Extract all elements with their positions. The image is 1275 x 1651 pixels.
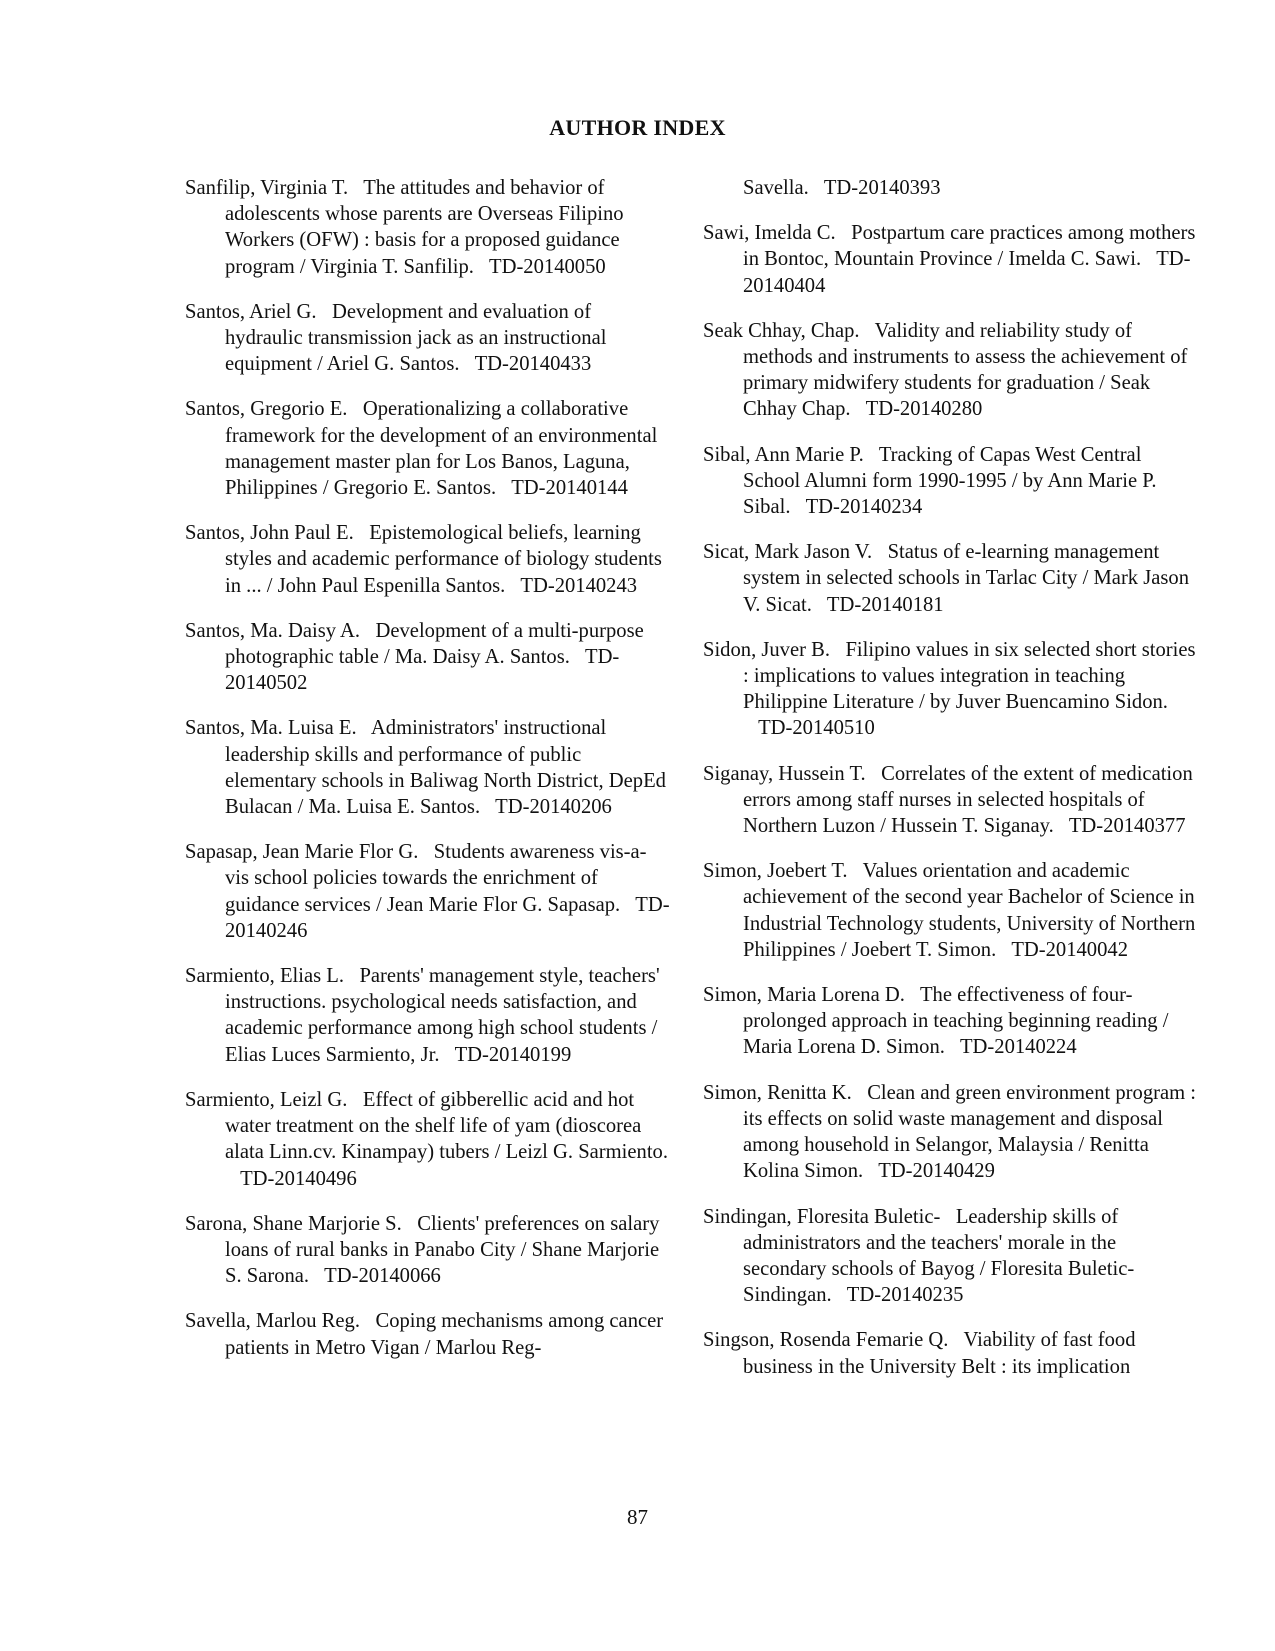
- entry-id: TD-20140234: [805, 496, 923, 519]
- entry-title: Effect of gibberellic acid and hot water treatment on the shelf life of yam (dioscorea alata Linn.cv. Kinampay) tubers / Leizl G. Sarmiento.: [225, 1088, 669, 1164]
- entry-title: Values orientation and academic achievement of the second year Bachelor of Science in Industrial Technology students, University of Northern Philippines / Joebert T. Simon.: [743, 860, 1196, 961]
- entry-title: Epistemological beliefs, learning styles and academic performance of biology students in ... / John Paul Espenilla Santos.: [225, 522, 662, 597]
- entry-id: TD-20140433: [474, 353, 592, 376]
- entry-id: TD-20140502: [225, 646, 620, 695]
- index-entry: [703, 318, 1203, 423]
- entry-id: TD-20140144: [511, 477, 628, 500]
- entry-author: Sidon, Juver B.: [703, 638, 831, 661]
- entry-id: TD-20140377: [1068, 815, 1186, 838]
- index-entry: [185, 175, 670, 280]
- entry-author: Santos, Ma. Luisa E.: [185, 717, 357, 740]
- entry-author: Santos, John Paul E.: [185, 522, 354, 545]
- page-number: 87: [627, 1505, 648, 1529]
- entry-id: TD-20140235: [846, 1284, 964, 1307]
- entry-title: Coping mechanisms among cancer patients in Metro Vigan / Marlou Reg-: [225, 1310, 664, 1359]
- entry-author: Seak Chhay, Chap.: [703, 319, 860, 342]
- entry-author: Sarona, Shane Marjorie S.: [185, 1212, 402, 1235]
- entry-title: Filipino values in six selected short stories : implications to values integration in teaching Philippine Literature / by Juver Buencamino Sidon.: [743, 638, 1196, 714]
- entry-title: Postpartum care practices among mothers in Bontoc, Mountain Province / Imelda C. Sawi.: [743, 222, 1196, 271]
- entry-id: TD-20140224: [959, 1036, 1077, 1059]
- index-entry: [703, 1080, 1203, 1185]
- entry-author: Sanfilip, Virginia T.: [185, 177, 349, 199]
- entry-title: Clean and green environment program : its effects on solid waste management and disposal among household in Selangor, Malaysia / Renitta Kolina Simon.: [743, 1081, 1197, 1183]
- entry-author: Singson, Rosenda Femarie Q.: [703, 1329, 949, 1352]
- entry-title: Correlates of the extent of medication errors among staff nurses in selected hospitals of Northern Luzon / Hussein T. Siganay.: [743, 762, 1193, 838]
- entry-author: Sarmiento, Leizl G.: [185, 1088, 348, 1111]
- entry-author: Simon, Renitta K.: [703, 1081, 852, 1104]
- index-entry: [703, 637, 1203, 742]
- entry-title: The attitudes and behavior of adolescents whose parents are Overseas Filipino Workers (OFW) : basis for a proposed guidance program / Virginia T. Sanfilip.: [225, 177, 624, 278]
- entry-author: Santos, Gregorio E.: [185, 398, 348, 421]
- index-entry: [185, 1087, 670, 1192]
- index-entry-continuation: [703, 175, 1203, 201]
- entry-title: Leadership skills of administrators and the teachers' morale in the secondary schools of Bayog / Floresita Buletic-Sindingan.: [743, 1205, 1135, 1307]
- entry-title: Tracking of Capas West Central School Alumni form 1990-1995 / by Ann Marie P. Sibal.: [743, 443, 1157, 519]
- index-entry: [185, 1308, 670, 1360]
- index-entry: [703, 982, 1203, 1061]
- index-entry: [703, 539, 1203, 618]
- entry-title: Clients' preferences on salary loans of rural banks in Panabo City / Shane Marjorie S. Sarona.: [225, 1212, 660, 1288]
- index-entry: [185, 839, 670, 944]
- entry-title: Operationalizing a collaborative framework for the development of an environmental management master plan for Los Banos, Laguna, Philippines / Gregorio E. Santos.: [225, 398, 658, 500]
- entry-title: Administrators' instructional leadership skills and performance of public elementary schools in Baliwag North District, DepEd Bulacan / Ma. Luisa E. Santos.: [225, 717, 666, 819]
- entry-id: TD-20140206: [495, 796, 612, 819]
- entry-id: TD-20140510: [758, 717, 875, 740]
- entry-title: Status of e-learning management system in selected schools in Tarlac City / Mark Jason V. Sicat.: [743, 541, 1190, 616]
- index-entry: [185, 618, 670, 697]
- index-entry: [185, 1211, 670, 1290]
- index-entry: [703, 1327, 1203, 1379]
- entry-author: Santos, Ma. Daisy A.: [185, 619, 361, 642]
- entry-title: The effectiveness of four-prolonged approach in teaching beginning reading / Maria Lorena D. Simon.: [743, 984, 1169, 1059]
- entry-author: Sindingan, Floresita Buletic-: [703, 1205, 941, 1228]
- index-entry: [185, 963, 670, 1068]
- entry-title: Viability of fast food business in the University Belt : its implication: [743, 1329, 1136, 1378]
- index-entry: [185, 299, 670, 378]
- index-entry: [703, 761, 1203, 840]
- entry-author: Simon, Maria Lorena D.: [703, 984, 905, 1007]
- entry-title: Students awareness vis-a-vis school policies towards the enrichment of guidance services / Jean Marie Flor G. Sapasap.: [225, 841, 647, 916]
- entry-author: Sapasap, Jean Marie Flor G.: [185, 841, 419, 864]
- index-entry: [185, 396, 670, 501]
- entry-id: TD-20140496: [240, 1167, 357, 1190]
- entry-id: TD-20140066: [324, 1265, 441, 1288]
- page-title: AUTHOR INDEX: [549, 115, 726, 140]
- entry-id: TD-20140429: [878, 1160, 995, 1183]
- entry-title: Savella.: [743, 177, 809, 199]
- entry-title: Validity and reliability study of methods and instruments to assess the achievement of primary midwifery students for graduation / Seak Chhay Chap.: [743, 319, 1188, 421]
- entry-title: Development and evaluation of hydraulic transmission jack as an instructional equipment / Ariel G. Santos.: [225, 300, 607, 376]
- entry-author: Siganay, Hussein T.: [703, 762, 866, 785]
- entry-id: TD-20140404: [743, 248, 1191, 297]
- entry-id: TD-20140050: [489, 255, 606, 278]
- entry-id: TD-20140199: [454, 1043, 572, 1066]
- entry-id: TD-20140393: [823, 177, 941, 199]
- index-entry: [703, 858, 1203, 963]
- entry-author: Simon, Joebert T.: [703, 860, 848, 883]
- entry-title: Parents' management style, teachers' instructions. psychological needs satisfaction, and academic performance among high school students / Elias Luces Sarmiento, Jr.: [225, 965, 660, 1066]
- index-entry: [185, 520, 670, 599]
- entry-author: Sicat, Mark Jason V.: [703, 541, 873, 564]
- entry-author: Santos, Ariel G.: [185, 300, 317, 323]
- index-entry: [703, 1204, 1203, 1309]
- entry-author: Sarmiento, Elias L.: [185, 965, 344, 988]
- entry-author: Sawi, Imelda C.: [703, 222, 836, 245]
- entry-id: TD-20140042: [1011, 938, 1128, 961]
- entry-author: Savella, Marlou Reg.: [185, 1310, 361, 1333]
- index-entry: [185, 715, 670, 820]
- entry-id: TD-20140280: [865, 398, 983, 421]
- entry-id: TD-20140243: [520, 574, 638, 597]
- entry-author: Sibal, Ann Marie P.: [703, 443, 864, 466]
- entry-id: TD-20140246: [225, 893, 670, 942]
- index-entry: [703, 220, 1203, 299]
- left-column: [185, 175, 670, 1380]
- right-column: [703, 175, 1203, 1399]
- entry-id: TD-20140181: [826, 593, 944, 616]
- entry-title: Development of a multi-purpose photographic table / Ma. Daisy A. Santos.: [225, 619, 644, 669]
- index-entry: [703, 442, 1203, 521]
